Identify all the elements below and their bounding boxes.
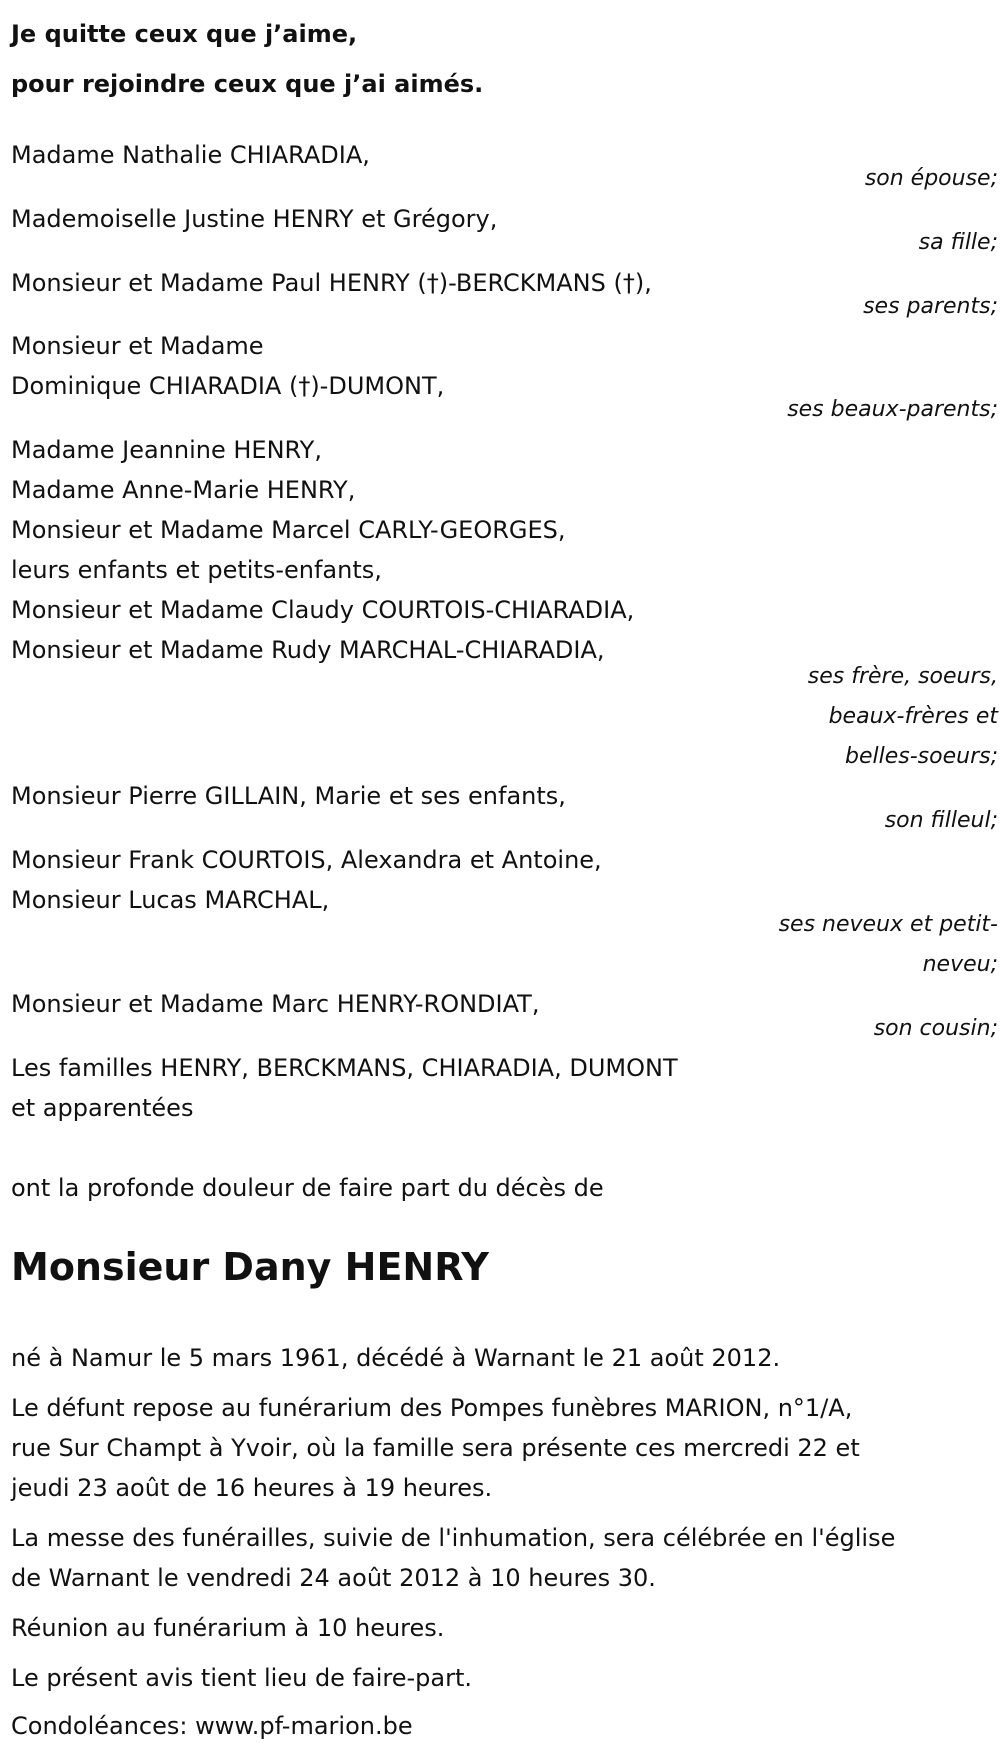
rest-details-line: Le défunt repose au funérarium des Pompes funèbres MARION, n°1/A,: [11, 1394, 853, 1422]
epigraph-line-2: pour rejoindre ceux que j’ai aimés.: [11, 70, 484, 98]
family-relation: beaux-frères et: [828, 704, 998, 729]
family-name-line: Monsieur et Madame Marc HENRY-RONDIAT,: [11, 990, 540, 1018]
family-relation: son épouse;: [864, 166, 998, 191]
announcement-text: ont la profonde douleur de faire part du décès de: [11, 1174, 604, 1202]
family-name-line: Monsieur Pierre GILLAIN, Marie et ses enfants,: [11, 782, 566, 810]
family-relation: ses frère, soeurs,: [807, 664, 998, 689]
rest-details-line: jeudi 23 août de 16 heures à 19 heures.: [11, 1474, 493, 1502]
birth-death-text: né à Namur le 5 mars 1961, décédé à Warnant le 21 août 2012.: [11, 1344, 781, 1372]
family-name-line: Les familles HENRY, BERCKMANS, CHIARADIA, DUMONT: [11, 1054, 678, 1082]
notice-text: Le présent avis tient lieu de faire-part.: [11, 1664, 473, 1692]
family-name-line: leurs enfants et petits-enfants,: [11, 556, 382, 584]
family-name-line: Madame Nathalie CHIARADIA,: [11, 141, 370, 169]
family-name-line: Mademoiselle Justine HENRY et Grégory,: [11, 205, 498, 233]
epigraph: [11, 9, 483, 109]
meeting-text: Réunion au funérarium à 10 heures.: [11, 1614, 445, 1642]
mass-details-line: La messe des funérailles, suivie de l'inhumation, sera célébrée en l'église: [11, 1524, 896, 1552]
family-relation: son cousin;: [873, 1016, 998, 1041]
condolences-text: Condoléances: www.pf-marion.be: [11, 1712, 413, 1740]
family-name-line: Monsieur et Madame: [11, 332, 264, 360]
family-name-line: Madame Jeannine HENRY,: [11, 436, 322, 464]
deceased-name: Monsieur Dany HENRY: [11, 1245, 489, 1289]
rest-details-line: rue Sur Champt à Yvoir, où la famille sera présente ces mercredi 22 et: [11, 1434, 860, 1462]
family-name-line: Monsieur et Madame Claudy COURTOIS-CHIARADIA,: [11, 596, 635, 624]
family-name-line: Madame Anne-Marie HENRY,: [11, 476, 356, 504]
family-relation: sa fille;: [918, 230, 998, 255]
family-name-line: Monsieur Lucas MARCHAL,: [11, 886, 330, 914]
family-relation: neveu;: [922, 952, 998, 977]
family-relation: belles-soeurs;: [845, 744, 998, 769]
family-name-line: Monsieur Frank COURTOIS, Alexandra et Antoine,: [11, 846, 602, 874]
family-name-line: Monsieur et Madame Marcel CARLY-GEORGES,: [11, 516, 566, 544]
family-relation: ses neveux et petit-: [778, 912, 998, 937]
family-relation: ses parents;: [863, 294, 998, 319]
family-name-line: et apparentées: [11, 1094, 194, 1122]
family-relation: ses beaux-parents;: [787, 397, 998, 422]
family-name-line: Monsieur et Madame Rudy MARCHAL-CHIARADIA,: [11, 636, 605, 664]
family-name-line: Dominique CHIARADIA (†)-DUMONT,: [11, 372, 445, 400]
epigraph-line-1: Je quitte ceux que j’aime,: [11, 20, 358, 48]
family-relation: son filleul;: [884, 808, 998, 833]
mass-details-line: de Warnant le vendredi 24 août 2012 à 10 heures 30.: [11, 1564, 656, 1592]
family-name-line: Monsieur et Madame Paul HENRY (†)-BERCKMANS (†),: [11, 269, 652, 297]
